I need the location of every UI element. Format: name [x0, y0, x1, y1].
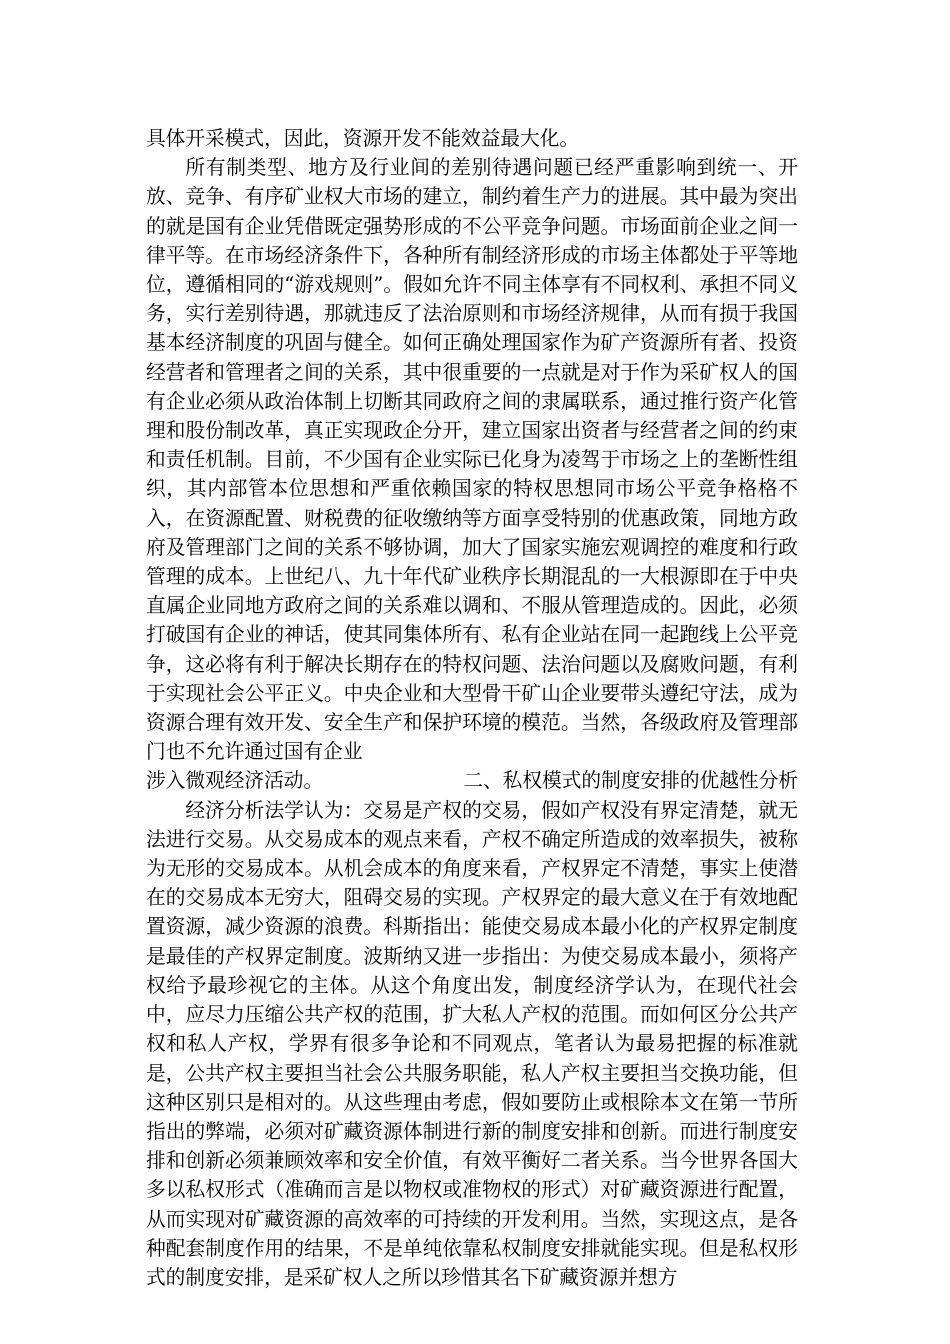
paragraph-1: 具体开采模式，因此，资源开发不能效益最大化。: [146, 127, 580, 150]
paragraph-2-final-line: 涉入微观经济活动。: [146, 769, 324, 793]
document-page: [146, 124, 798, 1292]
paragraph-end-and-section-heading: [146, 766, 798, 795]
paragraph-3: 经济分析法学认为：交易是产权的交易，假如产权没有界定清楚，就无法进行交易。从交易成本的观点来看，产权不确定所造成的效率损失，被称为无形的交易成本。从机会成本的角度来看，产权界定不清楚，事实上使潜在的交易成本无穷大，阻碍交易的实现。产权界定的最大意义在于有效地配置资源，减少资源的浪费。科斯指出：能使交易成本最小化的产权界定制度是最佳的产权界定制度。波斯纳又进一步指出：为使交易成本最小，须将产权给予最珍视它的主体。从这个角度出发，制度经济学认为，在现代社会中，应尽力压缩公共产权的范围，扩大私人产权的范围。而如何区分公共产权和私人产权，学界有很多争论和不同观点，笔者认为最易把握的标准就是，公共产权主要担当社会公共服务职能，私人产权主要担当交换功能，但这种区别只是相对的。从这些理由考虑，假如要防止或根除本文在第一节所指出的弊端，必须对矿藏资源体制进行新的制度安排和创新。而进行制度安排和创新必须兼顾效率和安全价值，有效平衡好二者关系。当今世界各国大多以私权形式（准确而言是以物权或准物权的形式）对矿藏资源进行配置，从而实现对矿藏资源的高效率的可持续的开发利用。当然，实现这点，是各种配套制度作用的结果，不是单纯依靠私权制度安排就能实现。但是私权形式的制度安排，是采矿权人之所以珍惜其名下矿藏资源并想方: [146, 798, 798, 1289]
section-heading: 二、私权模式的制度安排的优越性分析: [463, 769, 798, 793]
paragraph-2: 所有制类型、地方及行业间的差别待遇问题已经严重影响到统一、开放、竞争、有序矿业权大市场的建立，制约着生产力的进展。其中最为突出的就是国有企业凭借既定强势形成的不公平竞争问题。市场面前企业之间一律平等。在市场经济条件下，各种所有制经济形成的市场主体都处于平等地位，遵循相同的“游戏规则”。假如允许不同主体享有不同权利、承担不同义务，实行差别待遇，那就违反了法治原则和市场经济规律，从而有损于我国基本经济制度的巩固与健全。如何正确处理国家作为矿产资源所有者、投资经营者和管理者之间的关系，其中很重要的一点就是对于作为采矿权人的国有企业必须从政治体制上切断其同政府之间的隶属联系，通过推行资产化管理和股份制改革，真正实现政企分开，建立国家出资者与经营者之间的约束和责任机制。目前，不少国有企业实际已化身为凌驾于市场之上的垄断性组织，其内部管本位思想和严重依赖国家的特权思想同市场公平竞争格格不入，在资源配置、财税费的征收缴纳等方面享受特别的优惠政策，同地方政府及管理部门之间的关系不够协调，加大了国家实施宏观调控的难度和行政管理的成本。上世纪八、九十年代矿业秩序长期混乱的一大根源即在于中央直属企业同地方政府之间的关系难以调和、不服从管理造成的。因此，必须打破国有企业的神话，使其同集体所有、私有企业站在同一起跑线上公平竞争，这必将有利于解决长期存在的特权问题、法治问题以及腐败问题，有利于实现社会公平正义。中央企业和大型骨干矿山企业要带头遵纪守法，成为资源合理有效开发、安全生产和保护环境的模范。当然，各级政府及管理部门也不允许通过国有企业: [146, 156, 798, 764]
